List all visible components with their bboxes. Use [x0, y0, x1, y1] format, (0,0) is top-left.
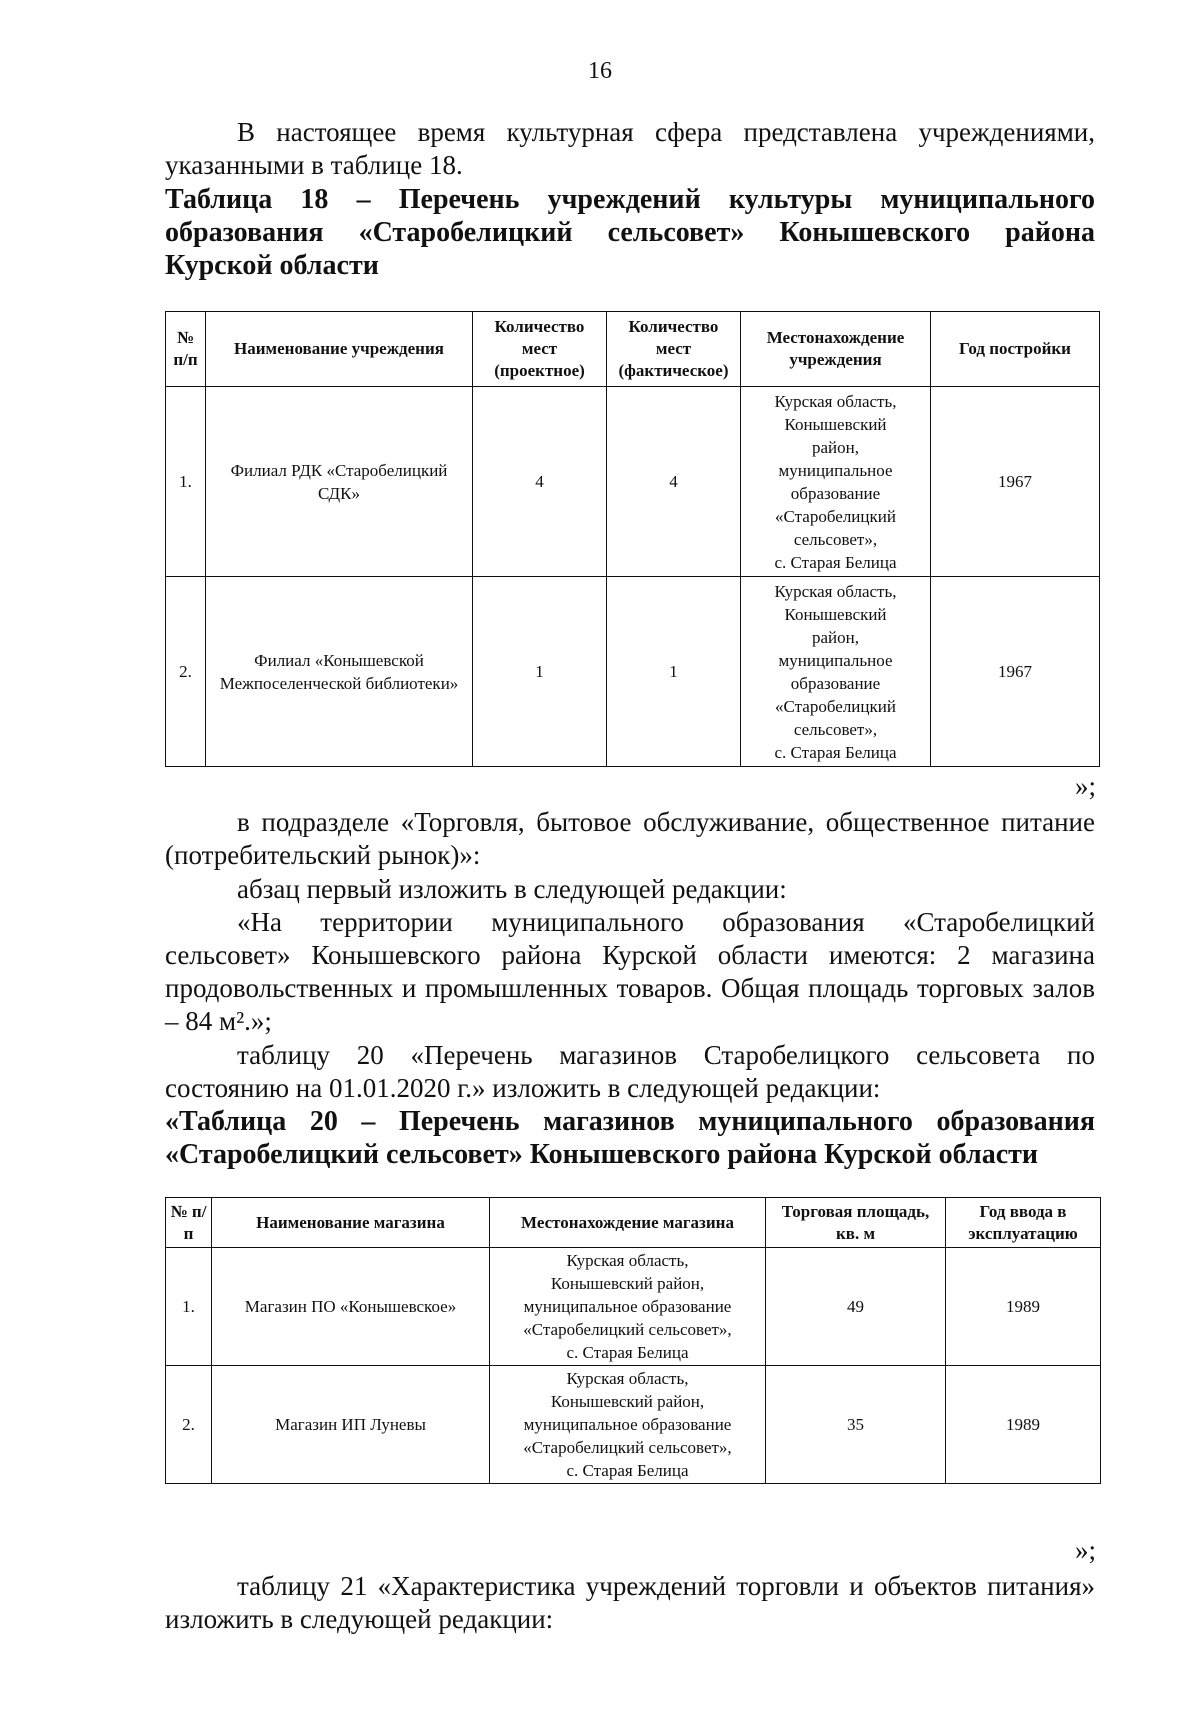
- header-name: Наименование учреждения: [206, 312, 473, 387]
- header-year: Год ввода в эксплуатацию: [946, 1198, 1101, 1248]
- table20-caption: «Таблица 20 – Перечень магазинов муниципального образования «Старобелицкий сельсовет» Конышевского района Курской области: [165, 1106, 1095, 1170]
- cell-name: Магазин ПО «Конышевское»: [212, 1248, 490, 1366]
- page-number: 16: [588, 58, 612, 84]
- header-location: Местонахождение учреждения: [741, 312, 931, 387]
- cell-location: Курская область, Конышевский район, муниципальное образование «Старобелицкий сельсовет», с. Старая Белица: [741, 387, 931, 577]
- cell-area: 35: [766, 1366, 946, 1484]
- cell-name: Магазин ИП Луневы: [212, 1366, 490, 1484]
- cell-area: 49: [766, 1248, 946, 1366]
- cell-year: 1989: [946, 1366, 1101, 1484]
- cell-num: 2.: [166, 577, 206, 767]
- intro-paragraph: В настоящее время культурная сфера представлена учреждениями, указанными в таблице 18.: [165, 117, 1095, 180]
- header-seats-actual: Количество мест (фактическое): [607, 312, 741, 387]
- header-year: Год постройки: [931, 312, 1100, 387]
- table18-closing-quote: »;: [1074, 771, 1096, 801]
- paragraph-table21-intro: таблицу 21 «Характеристика учреждений торговли и объектов питания» изложить в следующей редакции:: [165, 1571, 1095, 1634]
- table-row: [166, 577, 1100, 767]
- cell-seats-actual: 1: [607, 577, 741, 767]
- cell-num: 1.: [166, 387, 206, 577]
- cell-year: 1967: [931, 387, 1100, 577]
- header-name: Наименование магазина: [212, 1198, 490, 1248]
- table18: [165, 311, 1100, 767]
- cell-location: Курская область, Конышевский район, муниципальное образование «Старобелицкий сельсовет», с. Старая Белица: [490, 1248, 766, 1366]
- paragraph-instruction: абзац первый изложить в следующей редакции:: [237, 874, 787, 904]
- cell-name: Филиал «Конышевской Межпоселенческой библиотеки»: [206, 577, 473, 767]
- table20: [165, 1197, 1101, 1484]
- header-seats-design: Количество мест (проектное): [473, 312, 607, 387]
- paragraph-subsection: в подразделе «Торговля, бытовое обслуживание, общественное питание (потребительский рынок)»:: [165, 807, 1095, 870]
- cell-num: 1.: [166, 1248, 212, 1366]
- paragraph-table20-intro: таблицу 20 «Перечень магазинов Старобелицкого сельсовета по состоянию на 01.01.2020 г.» изложить в следующей редакции:: [165, 1040, 1095, 1103]
- cell-year: 1967: [931, 577, 1100, 767]
- table18-header-row: [166, 312, 1100, 387]
- cell-location: Курская область, Конышевский район, муниципальное образование «Старобелицкий сельсовет», с. Старая Белица: [490, 1366, 766, 1484]
- cell-seats-design: 4: [473, 387, 607, 577]
- table-row: [166, 1248, 1101, 1366]
- header-location: Местонахождение магазина: [490, 1198, 766, 1248]
- paragraph-quote: «На территории муниципального образования «Старобелицкий сельсовет» Конышевского района Курской области имеются: 2 магазина продовольственных и промышленных товаров. Общая площадь торговых залов – 84 м².»;: [165, 907, 1095, 1036]
- table-row: [166, 387, 1100, 577]
- cell-seats-design: 1: [473, 577, 607, 767]
- table-row: [166, 1366, 1101, 1484]
- cell-year: 1989: [946, 1248, 1101, 1366]
- table20-header-row: [166, 1198, 1101, 1248]
- cell-name: Филиал РДК «Старобелицкий СДК»: [206, 387, 473, 577]
- cell-location: Курская область, Конышевский район, муниципальное образование «Старобелицкий сельсовет», с. Старая Белица: [741, 577, 931, 767]
- table18-caption: Таблица 18 – Перечень учреждений культуры муниципального образования «Старобелицкий сельсовет» Конышевского района Курской области: [165, 184, 1095, 281]
- cell-num: 2.: [166, 1366, 212, 1484]
- cell-seats-actual: 4: [607, 387, 741, 577]
- header-num: № п/п: [166, 1198, 212, 1248]
- header-num: № п/п: [166, 312, 206, 387]
- table20-closing-quote: »;: [1074, 1535, 1096, 1565]
- header-area: Торговая площадь, кв. м: [766, 1198, 946, 1248]
